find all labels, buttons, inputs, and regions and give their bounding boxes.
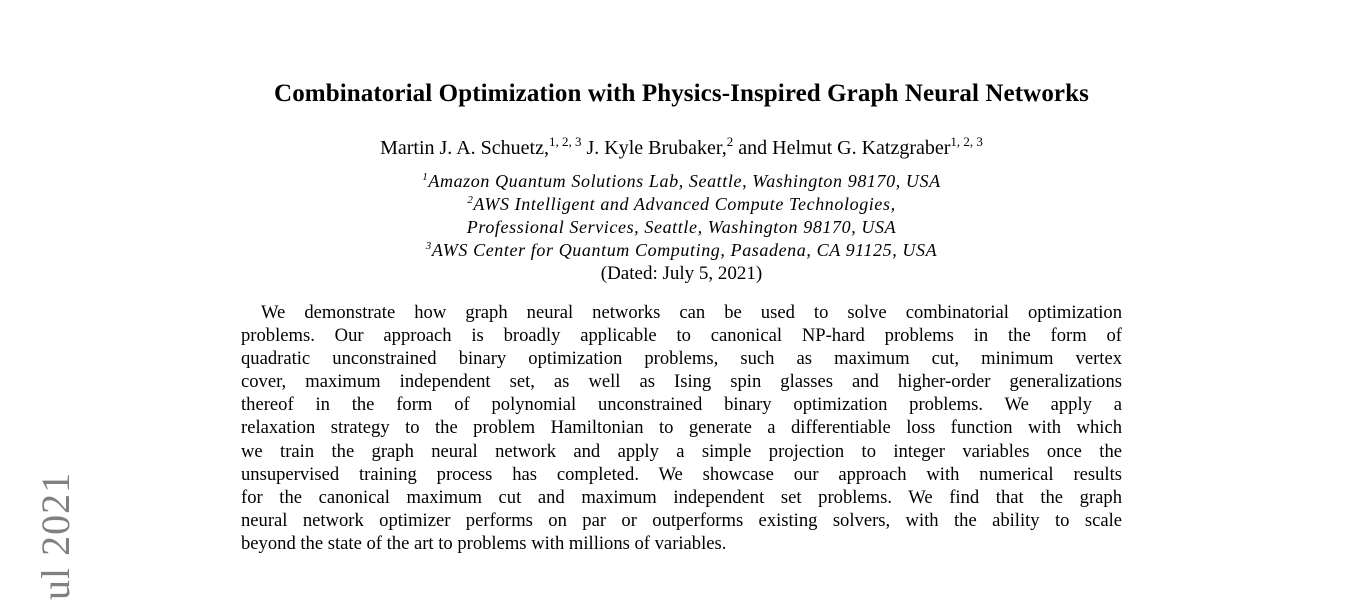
author-affiliation-marks: 1, 2, 3 [548,134,582,149]
affiliation-text: Professional Services, Seattle, Washington 98170, USA [466,217,897,237]
affiliation-text: Amazon Quantum Solutions Lab, Seattle, Washington 98170, USA [428,171,941,191]
author-connector: and [738,137,768,159]
author-affiliation-marks: 1, 2, 3 [950,134,983,149]
paper-title: Combinatorial Optimization with Physics-Inspired Graph Neural Networks [274,80,1089,107]
author-name: J. Kyle Brubaker, [586,137,727,159]
abstract-line: for the canonical maximum cut and maximum independent set problems. We find that the graph [241,486,1122,508]
affiliation-text: AWS Intelligent and Advanced Compute Technologies, [473,194,896,214]
author-list [0,134,1353,160]
affiliation-mark: 2 [467,194,474,206]
abstract-line: neural network optimizer performs on par or outperforms existing solvers, with the ability to scale [241,509,1122,531]
affiliation-line [0,171,1353,192]
abstract-line: We demonstrate how graph neural networks can be used to solve combinatorial optimization [261,302,1122,323]
affiliation-mark: 3 [425,240,432,252]
dated-line: (Dated: July 5, 2021) [600,263,763,284]
author-name: Helmut G. Katzgraber [772,137,951,159]
abstract-line: we train the graph neural network and apply a simple projection to integer variables once the [241,440,1122,462]
affiliation-line [0,217,1353,238]
abstract-line: unsupervised training process has completed. We showcase our approach with numerical results [241,463,1122,485]
affiliation-mark: 1 [422,171,429,183]
author-affiliation-marks: 2 [726,134,734,149]
abstract-line: thereof in the form of polynomial unconstrained binary optimization problems. We apply a [241,394,1122,416]
abstract-line: quadratic unconstrained binary optimization problems, such as maximum cut, minimum vertex [241,348,1122,370]
abstract [241,301,1122,555]
author-name: Martin J. A. Schuetz, [380,137,549,159]
abstract-line: problems. Our approach is broadly applicable to canonical NP-hard problems in the form of [241,325,1122,347]
affiliation-line [0,194,1353,215]
abstract-line: beyond the state of the art to problems with millions of variables. [241,532,727,554]
affiliation-text: AWS Center for Quantum Computing, Pasadena, CA 91125, USA [431,240,938,260]
affiliation-line [0,240,1353,261]
abstract-line: cover, maximum independent set, as well as Ising spin glasses and higher-order generalizations [241,371,1122,393]
abstract-line: relaxation strategy to the problem Hamiltonian to generate a differentiable loss function with which [241,417,1122,439]
arxiv-sidebar-stamp: ul 2021 [33,471,78,600]
